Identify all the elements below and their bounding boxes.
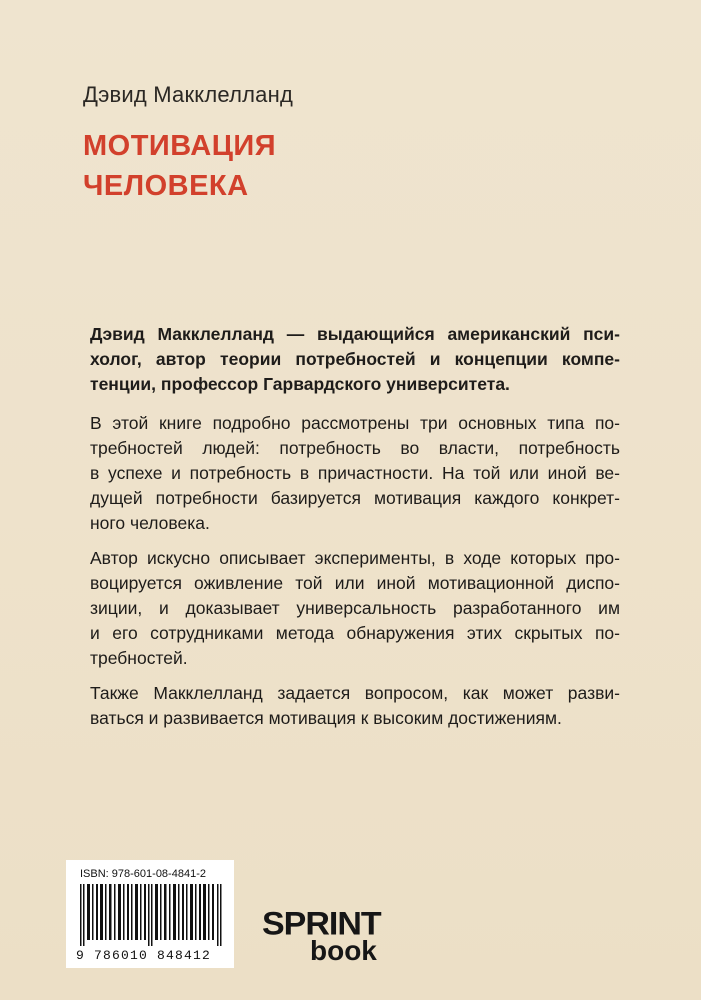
text-line: Автор искусно описывает эксперименты, в ходе которых про- bbox=[90, 548, 620, 568]
text-line: холог, автор теории потребностей и концепции компе- bbox=[90, 349, 620, 369]
text-line: зиции, и доказывает универсальность разработанного им bbox=[90, 598, 620, 618]
text-line: и его сотрудниками метода обнаружения этих скрытых по- bbox=[90, 623, 620, 643]
text-line: воцируется оживление той или иной мотивационной диспо- bbox=[90, 573, 620, 593]
title-line-1: МОТИВАЦИЯ bbox=[83, 130, 277, 162]
text-line: требностей людей: потребность во власти, потребность bbox=[90, 438, 620, 458]
text-line: требностей. bbox=[90, 648, 188, 668]
text-line: дущей потребности базируется мотивация каждого конкрет- bbox=[90, 488, 620, 508]
author-description bbox=[90, 322, 620, 397]
text-line: ного человека. bbox=[90, 513, 210, 533]
blurb-text bbox=[90, 322, 620, 741]
paragraph-1 bbox=[90, 411, 620, 536]
paragraph-3 bbox=[90, 681, 620, 731]
title-line-2: ЧЕЛОВЕКА bbox=[83, 170, 249, 202]
isbn-barcode-box bbox=[66, 860, 234, 968]
publisher-logo-line-1: SPRINT bbox=[262, 905, 381, 943]
author-name: Дэвид Макклелланд bbox=[83, 82, 293, 107]
publisher-logo bbox=[262, 905, 382, 975]
isbn-number: ISBN: 978-601-08-4841-2 bbox=[80, 868, 206, 880]
text-line: в успехе и потребность в причастности. На той или иной ве- bbox=[90, 463, 620, 483]
book-title bbox=[83, 126, 276, 206]
text-line: тенции, профессор Гарвардского университета. bbox=[90, 374, 510, 394]
text-line: Также Макклелланд задается вопросом, как может разви- bbox=[90, 683, 620, 703]
text-line: ваться и развивается мотивация к высоким достижениям. bbox=[90, 708, 562, 728]
text-line: Дэвид Макклелланд — выдающийся американский пси- bbox=[90, 324, 620, 344]
barcode-digits: 9 786010 848412 bbox=[76, 948, 212, 963]
publisher-logo-line-2: book bbox=[310, 935, 377, 966]
text-line: В этой книге подробно рассмотрены три основных типа по- bbox=[90, 413, 620, 433]
barcode-icon bbox=[78, 884, 224, 946]
paragraph-2 bbox=[90, 546, 620, 671]
